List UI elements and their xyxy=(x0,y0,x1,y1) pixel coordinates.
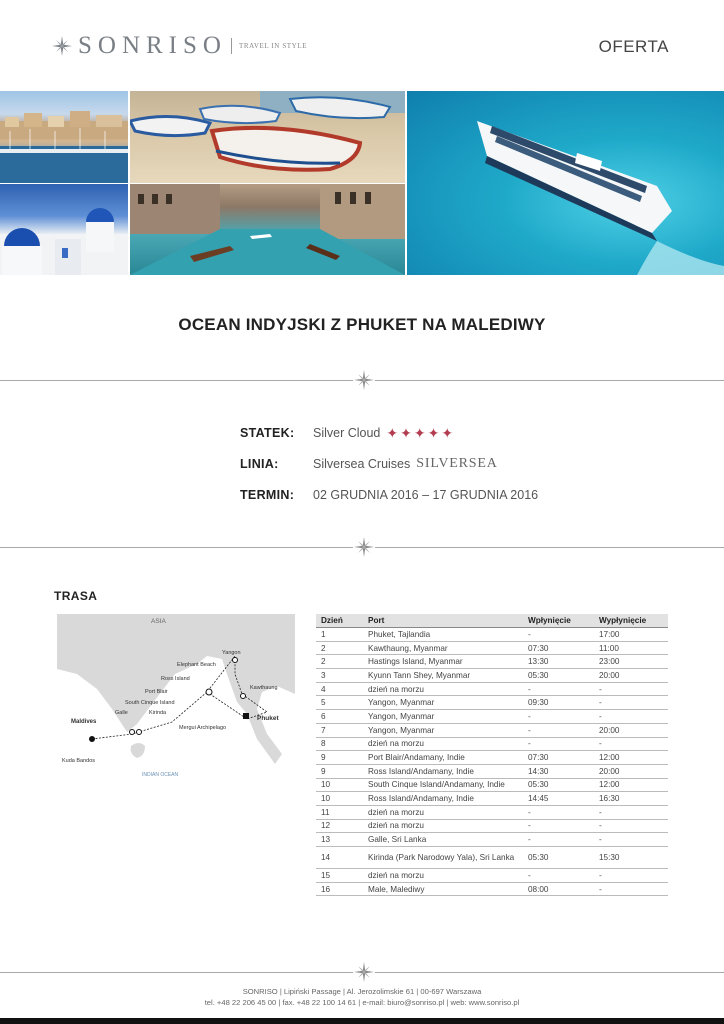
cell-departure: - xyxy=(599,835,602,845)
compass-star-icon xyxy=(52,36,72,56)
cell-departure: 23:00 xyxy=(599,657,620,667)
table-row xyxy=(316,655,668,669)
table-row xyxy=(316,751,668,765)
cell-departure: - xyxy=(599,807,602,817)
table-row xyxy=(316,724,668,738)
star-icon: ✦ xyxy=(400,424,412,441)
table-row xyxy=(316,696,668,710)
cell-port: dzień na morzu xyxy=(368,739,424,749)
table-row xyxy=(316,765,668,779)
cell-day: 1 xyxy=(321,629,326,639)
cell-port: Kirinda (Park Narodowy Yala), Sri Lanka xyxy=(368,853,515,862)
line-label: LINIA: xyxy=(240,457,279,471)
page-title: OCEAN INDYJSKI Z PHUKET NA MALEDIWY xyxy=(178,315,546,334)
cell-port: Ross Island/Andamany, Indie xyxy=(368,794,474,804)
table-row xyxy=(316,669,668,683)
cell-arrival: - xyxy=(528,807,531,817)
cell-arrival: 14:45 xyxy=(528,794,549,804)
map-label-galle: Galle xyxy=(115,710,128,716)
itinerary-table xyxy=(316,614,668,896)
cell-departure: - xyxy=(599,739,602,749)
date-value: 02 GRUDNIA 2016 – 17 GRUDNIA 2016 xyxy=(313,488,539,502)
logo-tagline: TRAVEL IN STYLE xyxy=(238,42,308,50)
rating-stars xyxy=(386,425,455,442)
header-departure: Wypłynięcie xyxy=(599,616,647,625)
offer-label: OFERTA xyxy=(598,37,669,56)
footer-contact[interactable]: tel. +48 22 206 45 00 | fax. +48 22 100 14 61 | e-mail: biuro@sonriso.pl | web: www.sonriso.pl xyxy=(204,997,520,1007)
cell-port: Hastings Island, Myanmar xyxy=(368,657,463,667)
map-label-kuda-bandos: Kuda Bandos xyxy=(62,758,96,764)
star-icon: ✦ xyxy=(386,424,399,441)
table-row xyxy=(316,792,668,806)
cell-arrival: - xyxy=(528,870,531,880)
line-row xyxy=(240,454,538,474)
cell-departure: 15:30 xyxy=(599,853,620,862)
cell-arrival: - xyxy=(528,739,531,749)
cell-departure: 11:00 xyxy=(599,643,619,653)
cell-port: South Cinque Island/Andamany, Indie xyxy=(368,780,505,790)
cell-port: Male, Malediwy xyxy=(368,884,425,894)
cell-arrival: - xyxy=(528,684,531,694)
footer-address: SONRISO | Lipiński Passage | Al. Jerozolimskie 61 | 00-697 Warszawa xyxy=(242,987,482,996)
cell-port: dzień na morzu xyxy=(368,821,424,831)
cell-day: 5 xyxy=(321,698,326,708)
header xyxy=(0,0,724,90)
cell-port: Yangon, Myanmar xyxy=(368,725,435,735)
cell-departure: 12:00 xyxy=(599,780,620,790)
cell-day: 6 xyxy=(321,711,326,721)
map-label-maldives: Maldives xyxy=(71,719,97,725)
route-map xyxy=(57,614,295,784)
cell-day: 13 xyxy=(321,835,331,845)
cell-day: 7 xyxy=(321,725,326,735)
cell-day: 10 xyxy=(321,794,331,804)
cell-arrival: 05:30 xyxy=(528,670,549,680)
cell-port: dzień na morzu xyxy=(368,870,424,880)
table-row xyxy=(316,820,668,834)
cell-arrival: 13:30 xyxy=(528,657,549,667)
cell-arrival: - xyxy=(528,821,531,831)
cell-day: 11 xyxy=(321,807,330,817)
boats-on-beach-photo xyxy=(130,91,405,183)
cell-arrival: 05:30 xyxy=(528,780,549,790)
table-row xyxy=(316,738,668,752)
cell-port: Phuket, Tajlandia xyxy=(368,629,431,639)
table-row xyxy=(316,779,668,793)
cell-arrival: 09:30 xyxy=(528,698,549,708)
table-row xyxy=(316,833,668,847)
table-row xyxy=(316,806,668,820)
footer xyxy=(0,987,724,1008)
cell-port: Galle, Sri Lanka xyxy=(368,835,427,845)
venice-canal-photo xyxy=(130,184,405,275)
table-row xyxy=(316,869,668,883)
header-day: Dzień xyxy=(321,616,343,625)
silversea-logo: SILVERSEA xyxy=(416,456,498,471)
date-label: TERMIN: xyxy=(240,488,295,502)
compass-star-icon xyxy=(354,962,374,982)
star-icon: ✦ xyxy=(427,424,440,441)
cell-arrival: 07:30 xyxy=(528,753,549,763)
cell-day: 12 xyxy=(321,821,331,831)
map-label-yangon: Yangon xyxy=(222,650,241,656)
header-arrival: Wpłynięcie xyxy=(528,616,571,625)
cell-port: Kyunn Tann Shey, Myanmar xyxy=(368,670,471,680)
cell-day: 10 xyxy=(321,780,331,790)
cell-day: 2 xyxy=(321,643,326,653)
compass-star-icon xyxy=(354,537,374,557)
cell-day: 4 xyxy=(321,684,326,694)
logo-text: SONRISO xyxy=(78,32,227,59)
table-row xyxy=(316,683,668,697)
cell-departure: 17:00 xyxy=(599,629,620,639)
date-row xyxy=(240,485,538,505)
map-label-phuket: Phuket xyxy=(257,715,279,722)
cell-port: Yangon, Myanmar xyxy=(368,711,435,721)
cell-arrival: 14:30 xyxy=(528,766,549,776)
map-label-indian-ocean: INDIAN OCEAN xyxy=(142,772,179,778)
cell-day: 9 xyxy=(321,766,326,776)
cell-arrival: 07:30 xyxy=(528,643,549,653)
ship-value: Silver Cloud xyxy=(313,426,381,440)
cell-arrival: - xyxy=(528,629,531,639)
logo-separator xyxy=(231,38,232,54)
cell-arrival: 08:00 xyxy=(528,884,549,894)
divider xyxy=(0,962,724,982)
ship-row xyxy=(240,423,538,443)
cell-departure: 16:30 xyxy=(599,794,620,804)
bottom-bar xyxy=(0,1018,724,1024)
cell-arrival: - xyxy=(528,725,531,735)
header-port: Port xyxy=(368,616,385,625)
map-label-elephant-beach: Elephant Beach xyxy=(177,662,216,668)
cell-day: 15 xyxy=(321,870,331,880)
cell-port: dzień na morzu xyxy=(368,684,424,694)
table-row xyxy=(316,847,668,869)
map-label-south-cinque: South Cinque Island xyxy=(125,700,175,706)
table-row xyxy=(316,628,668,642)
cell-day: 14 xyxy=(321,853,331,862)
harbor-photo xyxy=(0,91,128,183)
cell-port: Ross Island/Andamany, Indie xyxy=(368,766,474,776)
cell-day: 3 xyxy=(321,670,326,680)
santorini-photo xyxy=(0,184,128,275)
cruise-ship-photo xyxy=(407,91,724,275)
cell-departure: - xyxy=(599,684,602,694)
ship-label: STATEK: xyxy=(240,426,295,440)
cell-port: Port Blair/Andamany, Indie xyxy=(368,753,465,763)
map-label-mergui: Mergui Archipelago xyxy=(179,725,227,731)
star-icon: ✦ xyxy=(441,424,454,441)
cell-departure: - xyxy=(599,870,602,880)
table-row xyxy=(316,883,668,897)
star-icon: ✦ xyxy=(413,424,426,441)
line-value: Silversea Cruises xyxy=(313,457,411,471)
map-label-kawthaung: Kawthaung xyxy=(250,685,278,691)
table-header xyxy=(316,614,668,628)
map-label-ross-island: Ross Island xyxy=(161,676,190,682)
cell-departure: - xyxy=(599,884,602,894)
cell-arrival: 05:30 xyxy=(528,853,549,862)
cell-departure: - xyxy=(599,711,602,721)
map-label-asia: ASIA xyxy=(151,618,166,625)
cell-day: 9 xyxy=(321,753,326,763)
table-row xyxy=(316,710,668,724)
cruise-info xyxy=(240,423,538,516)
cell-day: 16 xyxy=(321,884,331,894)
sonriso-logo[interactable] xyxy=(52,32,307,60)
route-heading: TRASA xyxy=(54,589,98,603)
cell-departure: 20:00 xyxy=(599,725,620,735)
cell-port: Kawthaung, Myanmar xyxy=(368,643,448,653)
cell-departure: - xyxy=(599,821,602,831)
photo-collage xyxy=(0,91,724,275)
cell-day: 2 xyxy=(321,657,326,667)
map-label-port-blair: Port Blair xyxy=(145,689,168,695)
map-label-kirinda: Kirinda xyxy=(149,710,167,716)
cell-departure: - xyxy=(599,698,602,708)
cell-port: dzień na morzu xyxy=(368,807,424,817)
table-row xyxy=(316,642,668,656)
divider xyxy=(0,537,724,557)
cell-departure: 20:00 xyxy=(599,766,620,776)
cell-port: Yangon, Myanmar xyxy=(368,698,435,708)
cell-arrival: - xyxy=(528,835,531,845)
cell-arrival: - xyxy=(528,711,531,721)
cell-departure: 20:00 xyxy=(599,670,620,680)
divider xyxy=(0,370,724,390)
cell-departure: 12:00 xyxy=(599,753,620,763)
compass-star-icon xyxy=(354,370,374,390)
cell-day: 8 xyxy=(321,739,326,749)
